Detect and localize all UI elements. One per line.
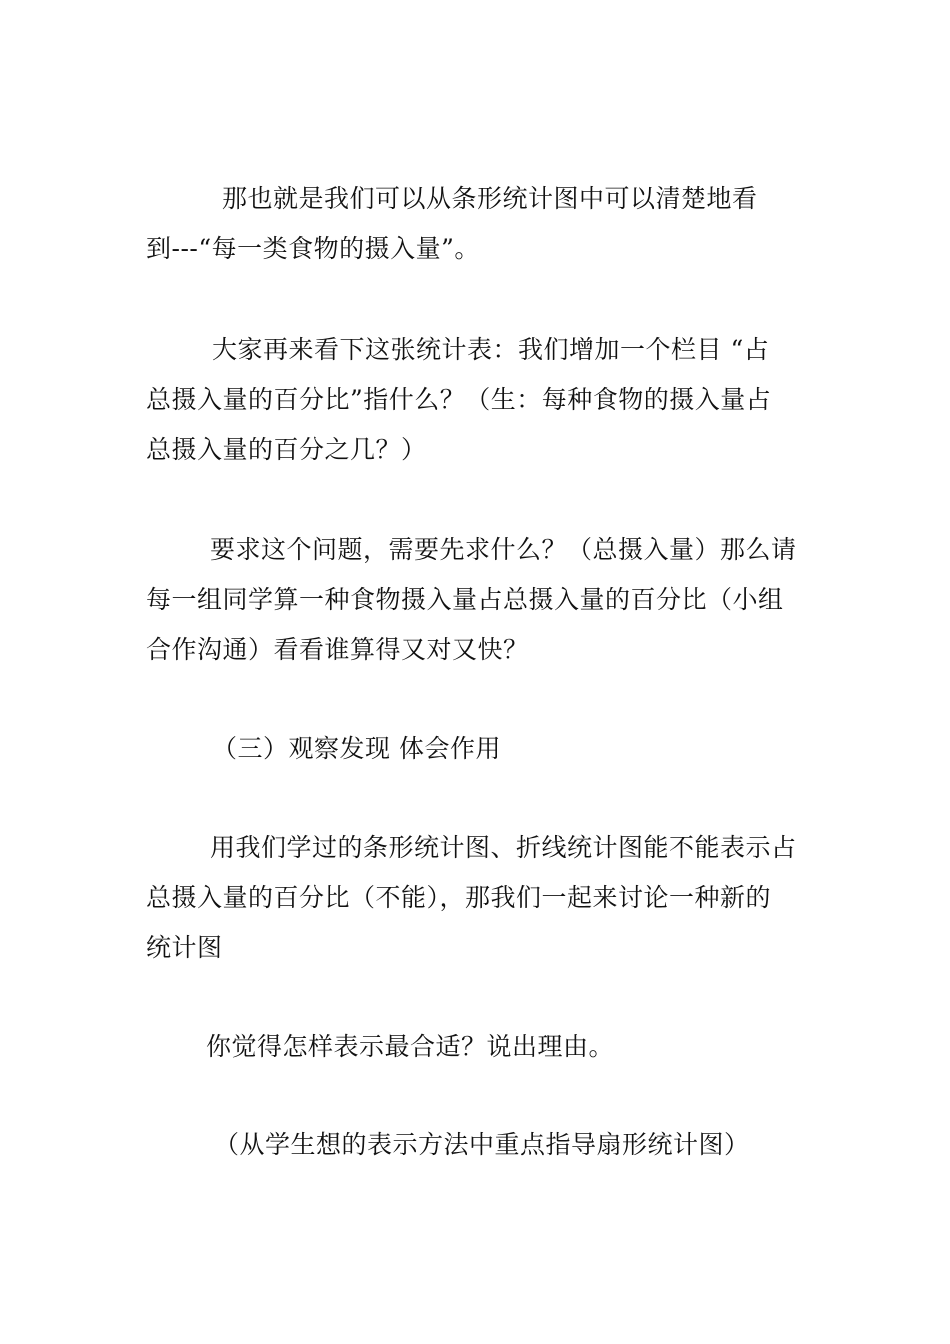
paragraph-line: 总摄入量的百分比”指什么？（生：每种食物的摄入量占	[146, 385, 772, 414]
section-heading-text: （三）观察发现 体会作用	[212, 734, 501, 763]
paragraph-line: （从学生想的表示方法中重点指导扇形统计图）	[214, 1130, 750, 1159]
paragraph-line: 合作沟通）看看谁算得又对又快？	[146, 635, 529, 664]
paragraph-line: 那也就是我们可以从条形统计图中可以清楚地看	[222, 184, 758, 213]
paragraph-line: 每一组同学算一种食物摄入量占总摄入量的百分比（小组	[146, 585, 784, 614]
paragraph-line: 总摄入量的百分之几？）	[146, 435, 427, 464]
paragraph-line: 要求这个问题，需要先求什么？（总摄入量）那么请	[210, 535, 797, 564]
paragraph-line: 用我们学过的条形统计图、折线统计图能不能表示占	[210, 833, 797, 862]
paragraph-line: 你觉得怎样表示最合适？说出理由。	[206, 1032, 615, 1061]
paragraph-line: 总摄入量的百分比（不能），那我们一起来讨论一种新的	[146, 883, 772, 912]
paragraph-line: 统计图	[146, 933, 223, 962]
paragraph-line: 到---“每一类食物的摄入量”。	[146, 234, 480, 263]
paragraph-line: 大家再来看下这张统计表：我们增加一个栏目 “占	[212, 335, 770, 364]
